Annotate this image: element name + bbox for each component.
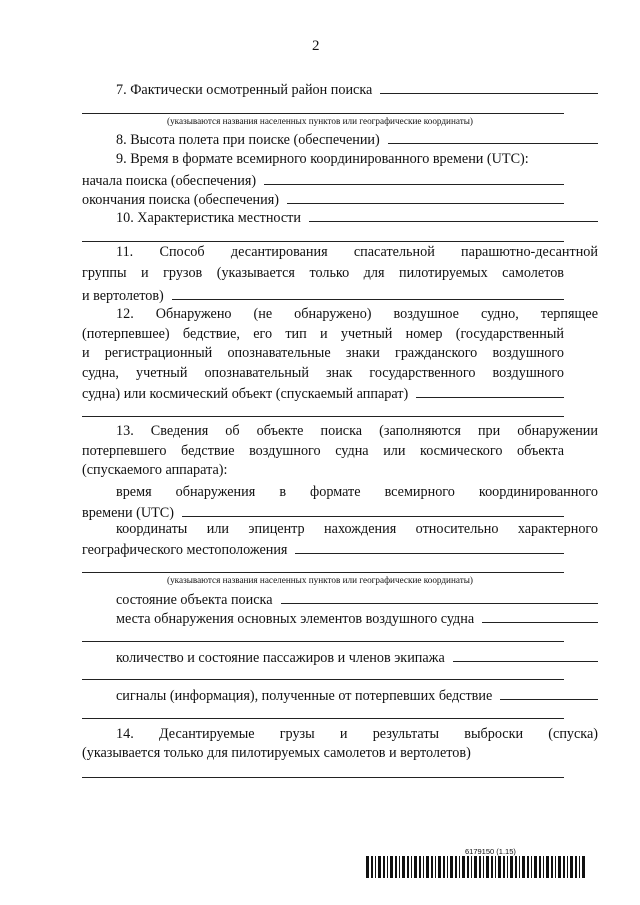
item-12-line-5 xyxy=(82,383,564,404)
item-13-time-label: времени (UTC) xyxy=(82,505,174,521)
item-11-line-3-label: и вертолетов) xyxy=(82,288,164,304)
item-13-coords-field[interactable] xyxy=(295,539,564,554)
item-8 xyxy=(82,129,598,150)
item-13-signals-field-line[interactable] xyxy=(82,718,564,719)
item-13-state-label: состояние объекта поиска xyxy=(116,592,273,608)
item-11-line-3 xyxy=(82,285,564,306)
item-13-signals xyxy=(82,685,598,706)
item-14-line-2: (указывается только для пилотируемых самолетов и вертолетов) xyxy=(82,745,471,761)
document-code: 6179150 (1.15) xyxy=(465,847,516,856)
item-10-field-line[interactable] xyxy=(82,241,564,242)
item-13-line-3: (спускаемого аппарата): xyxy=(82,462,228,478)
item-12-field-line[interactable] xyxy=(82,416,564,417)
item-7-field[interactable] xyxy=(380,79,598,94)
item-9-start-label: начала поиска (обеспечения) xyxy=(82,173,257,189)
item-11-line-2: группы и грузов (указывается только для пилотируемых самолетов xyxy=(82,265,564,281)
item-10-label: 10. Характеристика местности xyxy=(116,210,301,226)
page-number: 2 xyxy=(312,38,320,54)
item-14-line-1: 14. Десантируемые грузы и результаты выброски (спуска) xyxy=(116,726,598,742)
item-13-time-field[interactable] xyxy=(182,502,564,517)
item-13-people-label: количество и состояние пассажиров и членов экипажа xyxy=(116,650,445,666)
item-12-field[interactable] xyxy=(416,383,564,398)
item-10 xyxy=(82,207,598,228)
item-13-coords-line-2 xyxy=(82,539,564,560)
item-13-signals-label: сигналы (информация), полученные от потерпевших бедствие xyxy=(116,688,493,704)
item-13-coords-label: географического местоположения xyxy=(82,542,288,558)
item-13-places xyxy=(82,608,598,629)
item-13-people xyxy=(82,647,598,668)
item-12-line-2: (потерпевшее) бедствие, его тип и учетный номер (государственный xyxy=(82,326,564,342)
item-13-signals-field[interactable] xyxy=(500,685,598,700)
barcode xyxy=(366,856,585,878)
item-13-people-field-line[interactable] xyxy=(82,679,564,680)
item-9-end-field[interactable] xyxy=(287,189,564,204)
item-7-label: 7. Фактически осмотренный район поиска xyxy=(116,82,373,98)
item-11-field[interactable] xyxy=(172,285,564,300)
item-13-state-field[interactable] xyxy=(281,589,599,604)
item-8-field[interactable] xyxy=(388,129,598,144)
item-13-line-2: потерпевшего бедствие воздушного судна или космического объекта xyxy=(82,443,564,459)
item-14-field-line[interactable] xyxy=(82,777,564,778)
item-9-end-label: окончания поиска (обеспечения) xyxy=(82,192,279,208)
item-13-state xyxy=(82,589,598,610)
item-12-line-1: 12. Обнаружено (не обнаружено) воздушное судно, терпящее xyxy=(116,306,598,322)
item-13-places-field[interactable] xyxy=(482,608,598,623)
item-13-line-1: 13. Сведения об объекте поиска (заполняются при обнаружении xyxy=(116,423,598,439)
item-12-line-3: и регистрационный опознавательные знаки гражданского воздушного xyxy=(82,345,564,361)
item-13-coords-field-line[interactable] xyxy=(82,572,564,573)
hint-places: (указываются названия населенных пунктов или географические координаты) xyxy=(167,116,473,126)
item-9-start-field[interactable] xyxy=(264,170,564,185)
item-9-label: 9. Время в формате всемирного координированного времени (UTC): xyxy=(116,151,529,167)
item-9-start xyxy=(82,170,564,191)
item-13-places-field-line[interactable] xyxy=(82,641,564,642)
item-8-label: 8. Высота полета при поиске (обеспечении) xyxy=(116,132,380,148)
item-11-line-1: 11. Способ десантирования спасательной парашютно-десантной xyxy=(116,244,598,260)
item-7 xyxy=(82,79,598,100)
item-10-field[interactable] xyxy=(309,207,598,222)
item-13-people-field[interactable] xyxy=(453,647,598,662)
item-13-coords-line-1: координаты или эпицентр нахождения относительно характерного xyxy=(116,521,598,537)
item-7-field-line[interactable] xyxy=(82,113,564,114)
item-13-places-label: места обнаружения основных элементов воздушного судна xyxy=(116,611,475,627)
item-12-line-5-label: судна) или космический объект (спускаемый аппарат) xyxy=(82,386,409,402)
item-12-line-4: судна, учетный опознавательный знак государственного воздушного xyxy=(82,365,564,381)
hint-places-2: (указываются названия населенных пунктов или географические координаты) xyxy=(167,575,473,585)
item-13-time-line-1: время обнаружения в формате всемирного координированного xyxy=(116,484,598,500)
